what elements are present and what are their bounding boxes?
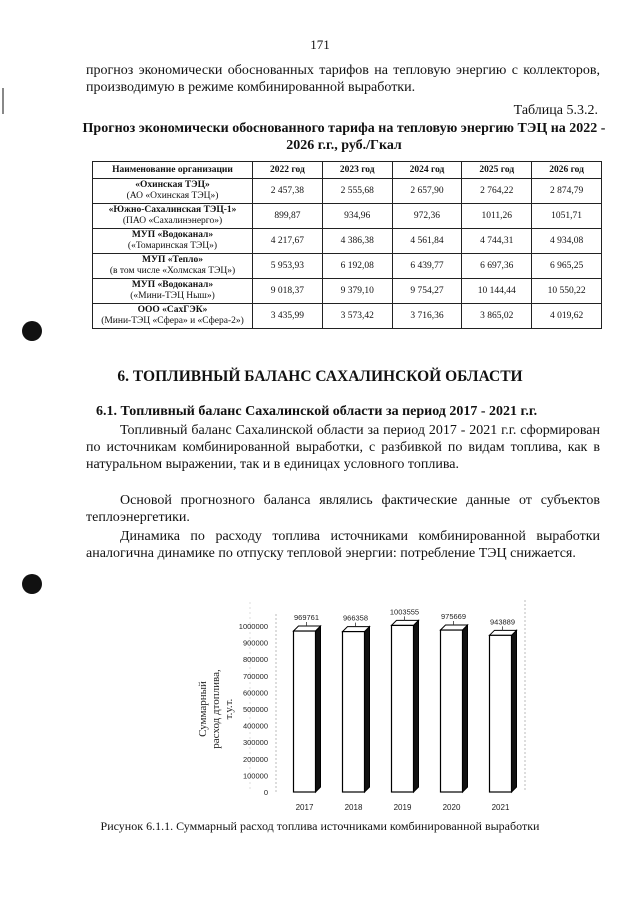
tariff-value: 2 657,90	[392, 179, 462, 204]
table-header-row	[93, 162, 602, 179]
data-label: 943889	[489, 617, 516, 627]
bar-top	[392, 620, 419, 625]
bar	[441, 630, 463, 792]
page-number: 171	[310, 37, 330, 52]
data-label: 969761	[293, 613, 320, 623]
bar	[343, 632, 365, 792]
subsection-title: 6.1. Топливный баланс Сахалинской области за период 2017 - 2021 г.г.	[96, 404, 538, 419]
y-tick-label: 800000	[242, 655, 268, 665]
tariff-value: 2 457,38	[253, 179, 323, 204]
y-axis-label: расход дтоплива,	[210, 669, 222, 749]
table-title: Прогноз экономически обоснованного тарифа на тепловую энергию ТЭЦ на 2022 - 2026 г.г., руб./Гкал	[82, 121, 606, 153]
y-tick-label: 900000	[242, 638, 268, 648]
tariff-value: 899,87	[253, 204, 323, 229]
org-subname: (Мини-ТЭЦ «Сфера» и «Сфера-2»)	[101, 316, 244, 326]
table-header-cell: Наименование организации	[93, 162, 253, 179]
bar-side	[414, 620, 419, 792]
tariff-value: 3 716,36	[392, 304, 462, 329]
table-row	[93, 229, 602, 254]
tariff-value: 9 018,37	[253, 279, 323, 304]
tariff-value: 2 555,68	[322, 179, 392, 204]
table-row	[93, 279, 602, 304]
tariff-value: 4 934,08	[532, 229, 602, 254]
table-header-cell: 2026 год	[532, 162, 602, 179]
table-header-cell: 2022 год	[253, 162, 323, 179]
org-name: «Южно-Сахалинская ТЭЦ-1»	[108, 205, 237, 215]
tariff-value: 972,36	[392, 204, 462, 229]
y-tick-label: 0	[263, 788, 268, 797]
y-tick-label: 600000	[242, 688, 268, 698]
org-name: МУП «Водоканал»	[131, 230, 214, 240]
table-row	[93, 179, 602, 204]
bar-side	[365, 627, 370, 792]
org-name-cell	[93, 304, 253, 329]
bar	[392, 625, 414, 792]
intro-paragraph: прогноз экономически обоснованных тарифов на тепловую энергию с коллекторов, производимую в режиме комбинированной выработки.	[86, 63, 600, 95]
tariff-table	[92, 161, 602, 329]
punch-hole-mark	[22, 321, 42, 341]
x-tick-label: 2021	[491, 803, 510, 812]
tariff-value: 6 965,25	[532, 254, 602, 279]
tariff-value: 9 754,27	[392, 279, 462, 304]
fuel-consumption-chart	[180, 594, 540, 814]
body-paragraph: Топливный баланс Сахалинской области за период 2017 - 2021 г.г. сформирован по источникам комбинированной выработки, с разбивкой по видам топлива, как в натуральном выражении, так и в единицах условного топлива.	[86, 423, 600, 472]
tariff-value: 1051,71	[532, 204, 602, 229]
x-tick-label: 2017	[295, 803, 314, 812]
y-tick-label: 700000	[242, 671, 268, 681]
org-subname: («Томаринская ТЭЦ»)	[127, 241, 218, 251]
y-tick-label: 300000	[242, 738, 268, 748]
tariff-value: 4 217,67	[253, 229, 323, 254]
bar-top	[294, 626, 321, 631]
bar	[490, 635, 512, 792]
y-axis-label: т.у.т.	[223, 698, 235, 720]
scan-edge-mark	[2, 88, 4, 114]
table-header-cell: 2025 год	[462, 162, 532, 179]
figure-caption: Рисунок 6.1.1. Суммарный расход топлива источниками комбинированной выработки	[100, 819, 540, 833]
data-label: 1003555	[389, 607, 420, 617]
org-subname: (АО «Охинская ТЭЦ»)	[126, 191, 219, 201]
tariff-value: 6 439,77	[392, 254, 462, 279]
tariff-value: 934,96	[322, 204, 392, 229]
tariff-value: 10 144,44	[462, 279, 532, 304]
table-row	[93, 204, 602, 229]
y-tick-label: 200000	[242, 754, 268, 764]
tariff-value: 4 744,31	[462, 229, 532, 254]
data-label: 975669	[440, 612, 467, 622]
y-axis-label: Суммарный	[197, 681, 209, 737]
org-name-cell	[93, 229, 253, 254]
x-tick-label: 2020	[442, 803, 461, 812]
org-name-cell	[93, 204, 253, 229]
tariff-value: 9 379,10	[322, 279, 392, 304]
bar	[294, 631, 316, 792]
org-name-cell	[93, 179, 253, 204]
x-tick-label: 2018	[344, 803, 363, 812]
org-name: «Охинская ТЭЦ»	[135, 180, 210, 190]
tariff-value: 4 386,38	[322, 229, 392, 254]
punch-hole-mark	[22, 574, 42, 594]
x-tick-label: 2019	[393, 803, 412, 812]
bar-top	[441, 625, 468, 630]
org-name-cell	[93, 279, 253, 304]
tariff-value: 3 573,42	[322, 304, 392, 329]
tariff-value: 3 865,02	[462, 304, 532, 329]
tariff-value: 4 561,84	[392, 229, 462, 254]
tariff-value: 6 697,36	[462, 254, 532, 279]
table-row	[93, 254, 602, 279]
tariff-value: 1011,26	[462, 204, 532, 229]
bar-top	[490, 630, 517, 635]
body-paragraph: Динамика по расходу топлива источниками комбинированной выработки аналогична динамике по отпуску тепловой энергии: потребление ТЭЦ снижается.	[86, 529, 600, 561]
org-subname: (в том числе «Холмская ТЭЦ»)	[109, 266, 236, 276]
table-header-cell: 2024 год	[392, 162, 462, 179]
bar-side	[512, 630, 517, 792]
org-subname: («Мини-ТЭЦ Ныш»)	[130, 291, 215, 301]
y-tick-label: 500000	[242, 705, 268, 714]
y-tick-label: 100000	[242, 771, 268, 781]
tariff-value: 5 953,93	[253, 254, 323, 279]
org-subname: (ПАО «Сахалинэнерго»)	[122, 216, 223, 226]
org-name: ООО «СахГЭК»	[137, 305, 208, 315]
org-name: МУП «Водоканал»	[131, 280, 214, 290]
tariff-value: 3 435,99	[253, 304, 323, 329]
table-row	[93, 304, 602, 329]
body-paragraph: Основой прогнозного баланса являлись фактические данные от субъектов теплоэнергетики.	[86, 493, 600, 525]
tariff-value: 6 192,08	[322, 254, 392, 279]
org-name-cell	[93, 254, 253, 279]
bar-side	[463, 625, 468, 792]
tariff-value: 4 019,62	[532, 304, 602, 329]
bar-side	[316, 626, 321, 792]
org-name: МУП «Тепло»	[142, 255, 203, 265]
y-tick-label: 400000	[242, 721, 268, 731]
tariff-value: 10 550,22	[532, 279, 602, 304]
y-tick-label: 1000000	[238, 622, 268, 631]
section-title: 6. ТОПЛИВНЫЙ БАЛАНС САХАЛИНСКОЙ ОБЛАСТИ	[117, 368, 523, 385]
data-label: 966358	[342, 613, 369, 623]
tariff-value: 2 874,79	[532, 179, 602, 204]
tariff-value: 2 764,22	[462, 179, 532, 204]
table-number: Таблица 5.3.2.	[513, 103, 598, 118]
table-header-cell: 2023 год	[322, 162, 392, 179]
chart-canvas	[180, 594, 540, 814]
bar-top	[343, 627, 370, 632]
